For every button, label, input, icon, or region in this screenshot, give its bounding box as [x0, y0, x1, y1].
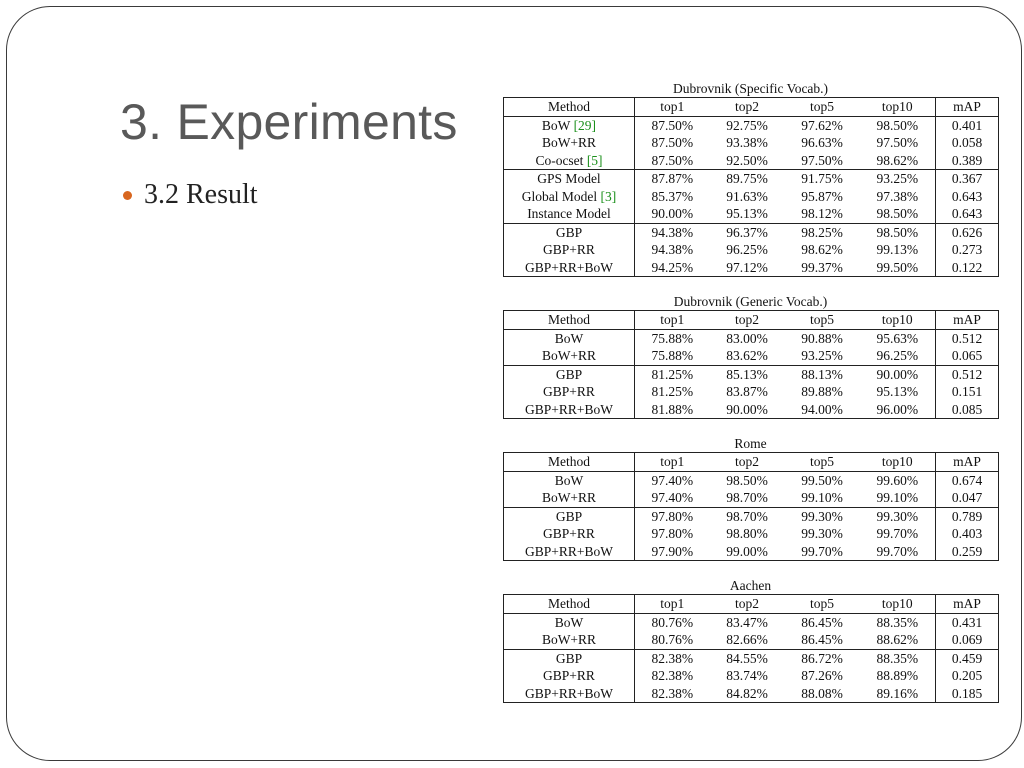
method-cell: [504, 116, 635, 134]
value-cell: 88.35%: [860, 613, 936, 631]
column-header: top10: [860, 311, 936, 330]
table-caption: Aachen: [729, 578, 772, 593]
slide-title: 3. Experiments: [120, 94, 458, 150]
value-cell: 94.38%: [651, 242, 694, 257]
column-header: top1: [635, 98, 710, 117]
method-cell: [504, 205, 635, 223]
method-name: BoW+RR: [541, 348, 597, 363]
method-cell: [504, 365, 635, 383]
method-cell: [504, 543, 635, 561]
column-header: Method: [504, 98, 635, 117]
value-cell: 94.25%: [651, 259, 694, 275]
value-cell: 98.70%: [726, 490, 768, 505]
value-cell: 85.37%: [651, 188, 694, 204]
value-cell: 82.38%: [635, 649, 710, 667]
table-row: [504, 205, 999, 223]
table-row: [504, 241, 999, 259]
value-cell: 97.40%: [651, 490, 694, 505]
value-cell: 89.88%: [801, 384, 843, 399]
value-cell: 94.00%: [801, 401, 843, 417]
method-name: BoW+RR: [541, 135, 597, 150]
method-name: GBP+RR: [543, 384, 595, 399]
table-row: [504, 170, 999, 188]
value-cell: 0.789: [936, 507, 999, 525]
bullet-dot-icon: [123, 191, 132, 200]
value-cell: 88.13%: [785, 365, 860, 383]
value-cell: 83.47%: [726, 614, 768, 630]
method-cell: [504, 383, 635, 401]
value-cell: 99.60%: [860, 471, 936, 489]
value-cell: 99.70%: [860, 525, 936, 543]
value-cell: 0.065: [951, 348, 983, 363]
column-header: top5: [785, 595, 860, 614]
value-cell: 95.13%: [860, 383, 936, 401]
value-cell: 87.50%: [651, 152, 694, 168]
value-cell: 96.63%: [801, 135, 843, 150]
method-cell: [504, 613, 635, 631]
table-row: [504, 152, 999, 170]
value-cell: 98.50%: [860, 116, 936, 134]
value-cell: 99.00%: [726, 543, 768, 559]
value-cell: 98.62%: [860, 152, 936, 170]
method-name: GBP: [555, 366, 583, 382]
method-name: GBP+RR: [543, 526, 595, 541]
value-cell: 86.45%: [801, 614, 843, 630]
value-cell: 86.45%: [801, 632, 843, 647]
result-table-block: [503, 577, 998, 703]
value-cell: 0.512: [951, 330, 983, 346]
table-row: [504, 259, 999, 277]
column-header: top2: [710, 595, 785, 614]
value-cell: 96.25%: [726, 242, 768, 257]
value-cell: 99.70%: [801, 543, 843, 559]
value-cell: 98.25%: [785, 223, 860, 241]
value-cell: 99.10%: [801, 490, 843, 505]
method-cell: [504, 631, 635, 649]
value-cell: 99.30%: [860, 507, 936, 525]
method-name: BoW: [541, 117, 571, 133]
column-header: Method: [504, 311, 635, 330]
table-header-row: [504, 311, 999, 330]
method-cell: [504, 188, 635, 206]
value-cell: 86.72%: [785, 649, 860, 667]
value-cell: 98.70%: [710, 507, 785, 525]
method-name: GBP+RR+BoW: [525, 401, 613, 417]
result-table: [503, 452, 999, 561]
method-cell: [504, 401, 635, 419]
value-cell: 96.25%: [860, 347, 936, 365]
value-cell: 84.55%: [710, 649, 785, 667]
result-table: [503, 97, 999, 277]
value-cell: 83.74%: [726, 668, 768, 683]
method-name: GBP+RR+BoW: [525, 543, 613, 559]
table-caption: Dubrovnik (Specific Vocab.): [672, 81, 829, 96]
method-name: GBP: [555, 224, 583, 240]
table-caption: Rome: [734, 436, 767, 451]
value-cell: 82.66%: [726, 632, 768, 647]
value-cell: 92.75%: [726, 117, 768, 133]
method-cell: [504, 685, 635, 703]
value-cell: 89.16%: [860, 685, 936, 703]
value-cell: 96.00%: [860, 401, 936, 419]
result-table-block: [503, 293, 998, 419]
result-table: [503, 594, 999, 703]
table-row: [504, 223, 999, 241]
column-header: Method: [504, 453, 635, 472]
column-header: top10: [860, 98, 936, 117]
value-cell: 99.37%: [801, 259, 843, 275]
table-caption: Dubrovnik (Generic Vocab.): [673, 294, 828, 309]
value-cell: 95.13%: [726, 206, 768, 221]
method-cell: [504, 134, 635, 152]
method-name: Co-ocset: [535, 152, 584, 168]
value-cell: 98.50%: [860, 205, 936, 223]
value-cell: 0.512: [936, 365, 999, 383]
method-name: Global Model: [521, 188, 598, 204]
value-cell: 0.122: [951, 259, 983, 275]
method-cell: [504, 507, 635, 525]
value-cell: 0.367: [936, 170, 999, 188]
value-cell: 95.63%: [860, 329, 936, 347]
value-cell: 97.80%: [651, 526, 694, 541]
table-row: [504, 134, 999, 152]
table-row: [504, 188, 999, 206]
column-header: top10: [860, 595, 936, 614]
value-cell: 91.75%: [785, 170, 860, 188]
column-header: top5: [785, 98, 860, 117]
value-cell: 82.38%: [651, 668, 694, 683]
value-cell: 0.389: [951, 152, 983, 168]
value-cell: 88.35%: [860, 649, 936, 667]
value-cell: 0.069: [951, 632, 983, 647]
method-name: GBP: [555, 650, 583, 666]
column-header: top5: [785, 311, 860, 330]
method-name: BoW: [554, 330, 584, 346]
column-header: mAP: [936, 311, 999, 330]
value-cell: 83.62%: [726, 348, 768, 363]
table-row: [504, 329, 999, 347]
value-cell: 97.50%: [801, 152, 843, 168]
value-cell: 93.25%: [860, 170, 936, 188]
value-cell: 82.38%: [651, 685, 694, 701]
table-row: [504, 685, 999, 703]
method-name: GBP: [555, 508, 583, 524]
value-cell: 87.50%: [651, 135, 694, 150]
column-header: mAP: [936, 595, 999, 614]
value-cell: 97.12%: [726, 259, 768, 275]
column-header: top2: [710, 311, 785, 330]
value-cell: 80.76%: [651, 614, 694, 630]
table-header-row: [504, 595, 999, 614]
value-cell: 0.643: [951, 206, 983, 221]
method-cell: [504, 649, 635, 667]
result-table-block: [503, 435, 998, 561]
method-cell: [504, 525, 635, 543]
method-name: GBP+RR+BoW: [525, 685, 613, 701]
results-tables: [503, 80, 998, 719]
method-name: GPS Model: [537, 171, 601, 186]
table-row: [504, 613, 999, 631]
method-name: BoW: [554, 614, 584, 630]
table-row: [504, 631, 999, 649]
table-row: [504, 543, 999, 561]
table-row: [504, 401, 999, 419]
method-name: BoW+RR: [541, 632, 597, 647]
value-cell: 97.62%: [801, 117, 843, 133]
value-cell: 87.26%: [801, 668, 843, 683]
value-cell: 0.058: [951, 135, 983, 150]
column-header: top1: [635, 595, 710, 614]
value-cell: 98.80%: [726, 526, 768, 541]
column-header: top5: [785, 453, 860, 472]
value-cell: 94.38%: [635, 223, 710, 241]
bullet-text: 3.2 Result: [144, 179, 258, 210]
value-cell: 99.70%: [860, 543, 936, 561]
method-name: Instance Model: [527, 206, 611, 221]
method-cell: [504, 152, 635, 170]
method-cell: [504, 489, 635, 507]
citation-link[interactable]: [5]: [586, 152, 603, 168]
value-cell: 97.40%: [651, 472, 694, 488]
method-name: GBP+RR+BoW: [525, 259, 613, 275]
result-table-block: [503, 80, 998, 277]
value-cell: 0.047: [951, 490, 983, 505]
method-name: BoW: [554, 472, 584, 488]
column-header: mAP: [936, 98, 999, 117]
value-cell: 97.80%: [635, 507, 710, 525]
value-cell: 84.82%: [726, 685, 768, 701]
result-table: [503, 310, 999, 419]
column-header: top10: [860, 453, 936, 472]
method-cell: [504, 223, 635, 241]
table-row: [504, 649, 999, 667]
method-name: GBP+RR: [543, 242, 595, 257]
value-cell: 0.273: [951, 242, 983, 257]
value-cell: 87.87%: [635, 170, 710, 188]
table-row: [504, 507, 999, 525]
column-header: top2: [710, 98, 785, 117]
column-header: top1: [635, 311, 710, 330]
value-cell: 99.10%: [860, 489, 936, 507]
value-cell: 87.50%: [651, 117, 694, 133]
table-row: [504, 383, 999, 401]
value-cell: 96.37%: [710, 223, 785, 241]
table-row: [504, 347, 999, 365]
method-cell: [504, 241, 635, 259]
value-cell: 85.13%: [710, 365, 785, 383]
value-cell: 0.205: [951, 668, 983, 683]
method-cell: [504, 329, 635, 347]
value-cell: 92.50%: [726, 152, 768, 168]
value-cell: 93.25%: [801, 348, 843, 363]
value-cell: 90.00%: [726, 401, 768, 417]
value-cell: 91.63%: [726, 188, 768, 204]
value-cell: 97.38%: [860, 188, 936, 206]
value-cell: 98.62%: [801, 242, 843, 257]
table-row: [504, 667, 999, 685]
value-cell: 0.674: [951, 472, 983, 488]
value-cell: 90.00%: [860, 365, 936, 383]
value-cell: 0.431: [951, 614, 983, 630]
value-cell: 99.50%: [860, 259, 936, 277]
method-cell: [504, 471, 635, 489]
value-cell: 99.30%: [785, 507, 860, 525]
value-cell: 99.50%: [801, 472, 843, 488]
value-cell: 93.38%: [726, 135, 768, 150]
method-name: BoW+RR: [541, 490, 597, 505]
table-row: [504, 489, 999, 507]
value-cell: 89.75%: [710, 170, 785, 188]
value-cell: 81.25%: [635, 365, 710, 383]
method-cell: [504, 170, 635, 188]
table-row: [504, 116, 999, 134]
column-header: Method: [504, 595, 635, 614]
value-cell: 83.87%: [726, 384, 768, 399]
value-cell: 98.50%: [860, 223, 936, 241]
value-cell: 81.88%: [651, 401, 694, 417]
citation-link[interactable]: [29]: [573, 117, 597, 133]
value-cell: 75.88%: [651, 330, 694, 346]
value-cell: 90.00%: [651, 206, 694, 221]
column-header: mAP: [936, 453, 999, 472]
value-cell: 0.626: [936, 223, 999, 241]
bullet-item: [123, 179, 258, 211]
column-header: top1: [635, 453, 710, 472]
table-header-row: [504, 98, 999, 117]
value-cell: 98.50%: [726, 472, 768, 488]
value-cell: 0.259: [951, 543, 983, 559]
method-cell: [504, 259, 635, 277]
value-cell: 0.643: [951, 188, 983, 204]
value-cell: 88.62%: [860, 631, 936, 649]
value-cell: 99.30%: [801, 526, 843, 541]
value-cell: 90.88%: [801, 330, 843, 346]
value-cell: 0.403: [951, 526, 983, 541]
value-cell: 80.76%: [651, 632, 694, 647]
value-cell: 95.87%: [801, 188, 843, 204]
value-cell: 98.12%: [801, 206, 843, 221]
value-cell: 75.88%: [651, 348, 694, 363]
value-cell: 0.151: [951, 384, 983, 399]
value-cell: 97.90%: [651, 543, 694, 559]
value-cell: 88.89%: [860, 667, 936, 685]
value-cell: 99.13%: [860, 241, 936, 259]
method-cell: [504, 347, 635, 365]
value-cell: 97.50%: [860, 134, 936, 152]
value-cell: 0.085: [951, 401, 983, 417]
value-cell: 0.185: [951, 685, 983, 701]
value-cell: 0.459: [936, 649, 999, 667]
method-name: GBP+RR: [543, 668, 595, 683]
table-row: [504, 471, 999, 489]
table-header-row: [504, 453, 999, 472]
value-cell: 88.08%: [801, 685, 843, 701]
value-cell: 0.401: [951, 117, 983, 133]
column-header: top2: [710, 453, 785, 472]
citation-link[interactable]: [3]: [600, 188, 617, 204]
table-row: [504, 525, 999, 543]
value-cell: 83.00%: [726, 330, 768, 346]
value-cell: 81.25%: [651, 384, 694, 399]
table-row: [504, 365, 999, 383]
method-cell: [504, 667, 635, 685]
